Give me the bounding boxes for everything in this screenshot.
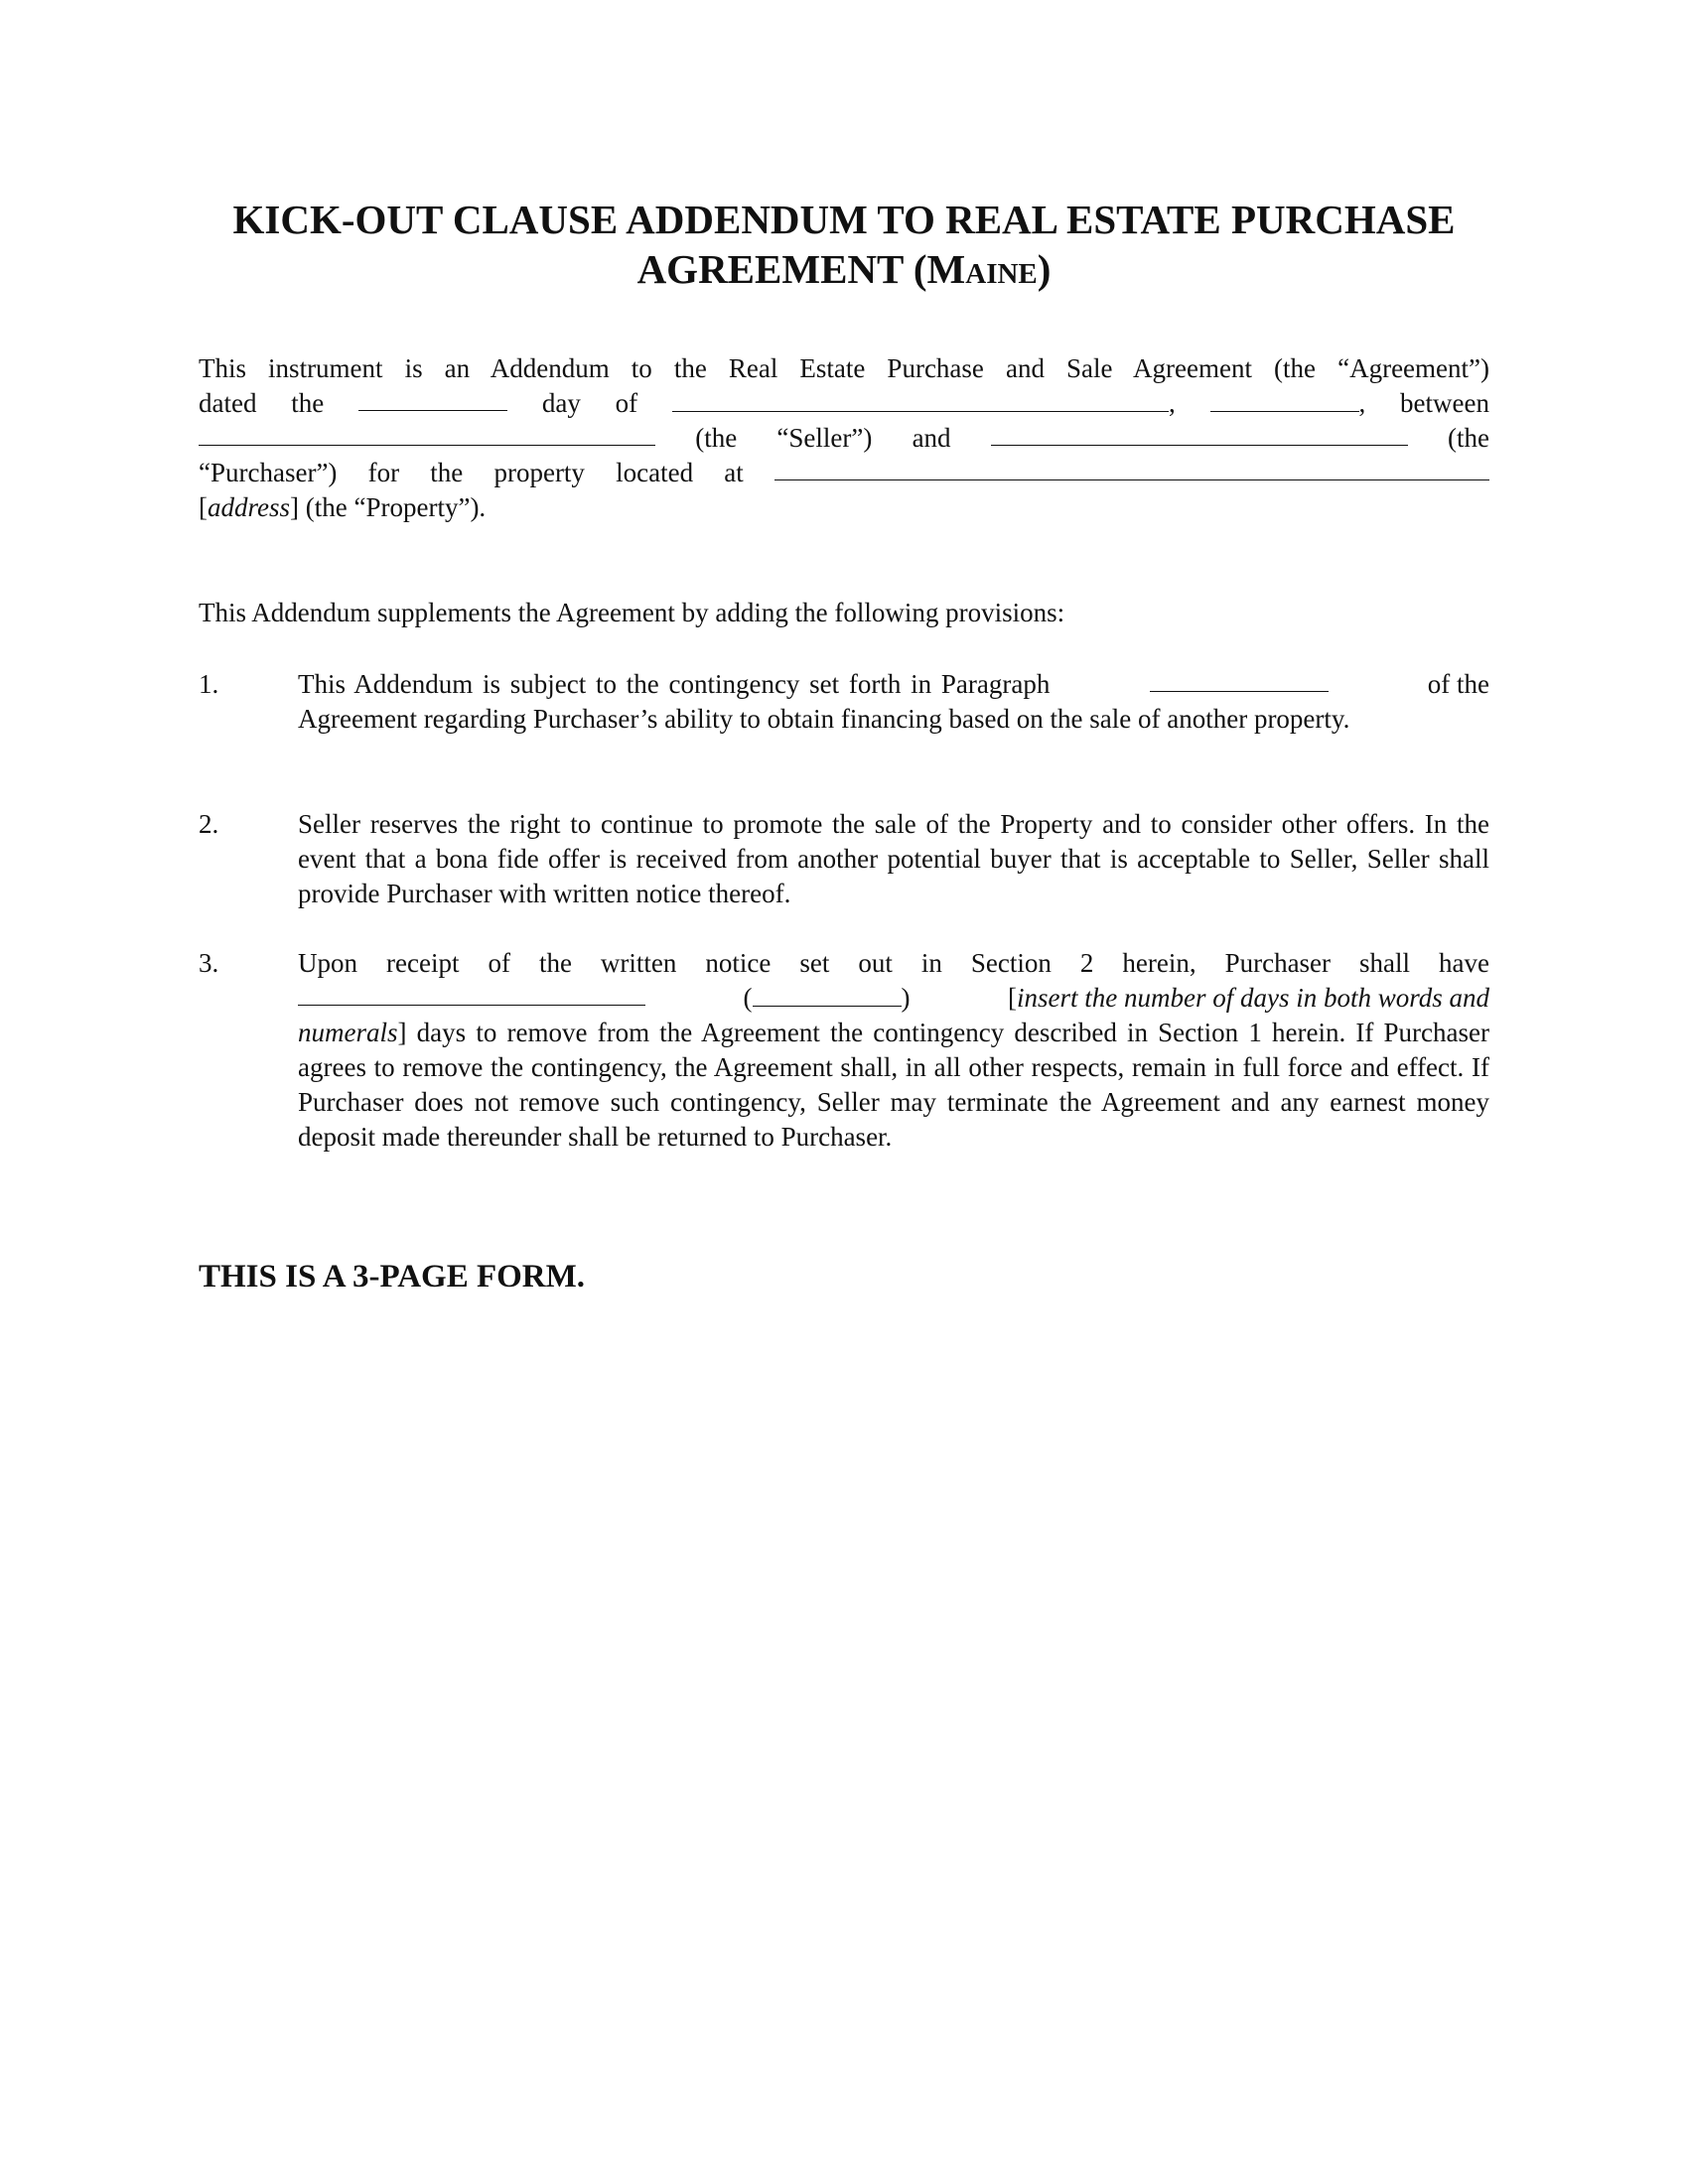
intro-paragraph <box>199 351 1489 525</box>
year-blank[interactable] <box>1210 387 1359 412</box>
intro-line-3: (the “Seller”) and (the <box>199 421 1489 456</box>
purchaser-blank[interactable] <box>991 421 1408 446</box>
title-state: Maine <box>926 246 1038 292</box>
title-line-1: KICK-OUT CLAUSE ADDENDUM TO REAL ESTATE PURCHASE <box>232 197 1456 242</box>
provision-number: 1. <box>199 669 219 699</box>
intro-line-5: [address] (the “Property”). <box>199 492 487 522</box>
month-blank[interactable] <box>672 387 1169 412</box>
days-words-blank[interactable] <box>298 981 645 1006</box>
provision-3: 3. Upon receipt of the written notice set out in Section 2 herein, Purchaser shall have ( ) [insert the number of days in both words and numerals] days to remove from the Agreement the contingency described in Section 1 herein. If Purchaser agrees to remove the contingency, the Agreement shall, in all other respects, remain in full force and effect. If Purchaser does not remove such contingency, Seller may terminate the Agreement and any earnest money deposit made thereunder shall be returned to Purchaser. <box>199 948 1489 1152</box>
intro-line-2: dated the day of , , between <box>199 388 1489 418</box>
title-agreement: AGREEMENT <box>636 246 904 292</box>
intro-line-1: This instrument is an Addendum to the Real Estate Purchase and Sale Agreement (the “Agreement”) <box>199 353 1489 383</box>
provision-2: 2. Seller reserves the right to continue to promote the sale of the Property and to consider other offers. In the event that a bona fide offer is received from another potential buyer that is acceptable to Seller, Seller shall provide Purchaser with written notice thereof. <box>199 809 1489 908</box>
document-title <box>149 195 1539 294</box>
seller-blank[interactable] <box>199 421 655 446</box>
days-numerals-blank[interactable] <box>753 982 902 1007</box>
intro-line-4: “Purchaser”) for the property located at <box>199 456 1489 490</box>
provision-number: 2. <box>199 809 219 839</box>
supplement-sentence: This Addendum supplements the Agreement by adding the following provisions: <box>199 598 1065 627</box>
provision-1: 1. This Addendum is subject to the contingency set forth in Paragraph of the Agreement regarding Purchaser’s ability to obtain financing based on the sale of another property. <box>199 669 1489 734</box>
page-count-notice: THIS IS A 3-PAGE FORM. <box>199 1259 586 1295</box>
provision-number: 3. <box>199 948 219 978</box>
day-blank[interactable] <box>358 386 507 411</box>
paragraph-blank[interactable] <box>1150 667 1329 692</box>
title-line-2: AGREEMENT (Maine) <box>636 246 1052 292</box>
address-blank[interactable] <box>774 456 1489 480</box>
